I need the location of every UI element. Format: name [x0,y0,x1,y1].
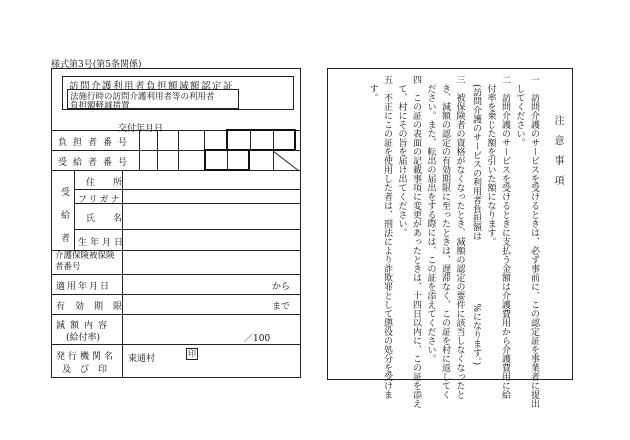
note-column: き、減額の認定の有効期限に至ったときは、遅滞なく、この証を村に返してく [440,75,450,399]
notes-title: 注意事項 [552,115,563,195]
note-column: 三 被保険者の資格がなくなったとき、減額の認定の要件に該当しなくなったと [454,75,465,399]
certificate-subtitle-1: 法施行時の訪問介護利用者等の利用者 [70,92,215,102]
recipient-number-highlight [204,149,250,171]
name-label: 氏名 [86,214,141,224]
issuer-label: 発行機関名 [56,352,117,362]
form-number-label: 様式第3号(第5条関係) [51,60,142,70]
furigana-label: フリガナ [78,195,122,205]
note-column: 四 この証の表面の記載事項に変更があったときは、十四日以内に、この証を添え [411,75,421,408]
note-column: 五 不正にこの証を使用した者は、刑法により詐欺罪として懲役の処分を受けま [382,75,392,399]
notes-panel [327,68,573,408]
note-column: て、村にその旨を届け出てください。 [396,75,407,237]
note-column: 一 訪問介護のサービスを受けるときは、必ず事前に、この認定証を事業者に提出 [529,75,539,408]
issue-date-row [52,69,300,131]
reduction-label: 減額内容 [56,321,113,331]
birth-date-label: 生年月日 [78,238,127,248]
note-column: 付率を乗じた額を引いた額になります。 [485,75,496,246]
address-label: 住所 [86,178,141,188]
start-date-from: から [272,282,291,292]
official-seal: 印 [188,349,196,358]
insurance-number-label: 介護保険被保険者番号 [55,251,115,272]
note-column: ださい。また、転出の届出をする際には、この証を添えてください。 [425,75,436,363]
recipient-number-label: 受給者番号 [58,158,134,168]
note-column: してください。 [514,75,525,147]
certificate-subtitle-2: 負担額軽減措置 [70,101,130,111]
start-date-label: 適用年月日 [56,282,112,292]
note-column: (訪問介護のサービスの利用者負担額は %になります。) [471,75,481,366]
note-column: す。 [367,75,378,102]
note-column: 二 訪問介護のサービスを受けるときに支払う金額は介護費用から介護費用に給 [500,75,510,399]
validity-label: 有効期限 [56,302,133,312]
issuer-name: 東通村 [128,354,156,364]
corner-diagonal [273,149,303,173]
issuer-label-2: 及び印 [62,365,117,375]
reduction-value: ／100 [244,334,271,344]
validity-until: まで [272,302,291,312]
certificate-title: 訪問介護利用者負担額減額認定証 [69,81,235,92]
payer-number-label: 負担者番号 [58,138,134,148]
payer-number-highlight [226,129,296,151]
issue-date-label: 交付年月日 [118,124,164,134]
certificate-front [51,68,301,378]
recipient-group-label: 受給者 [59,187,69,256]
reduction-sub-label: (給付率) [66,333,101,343]
